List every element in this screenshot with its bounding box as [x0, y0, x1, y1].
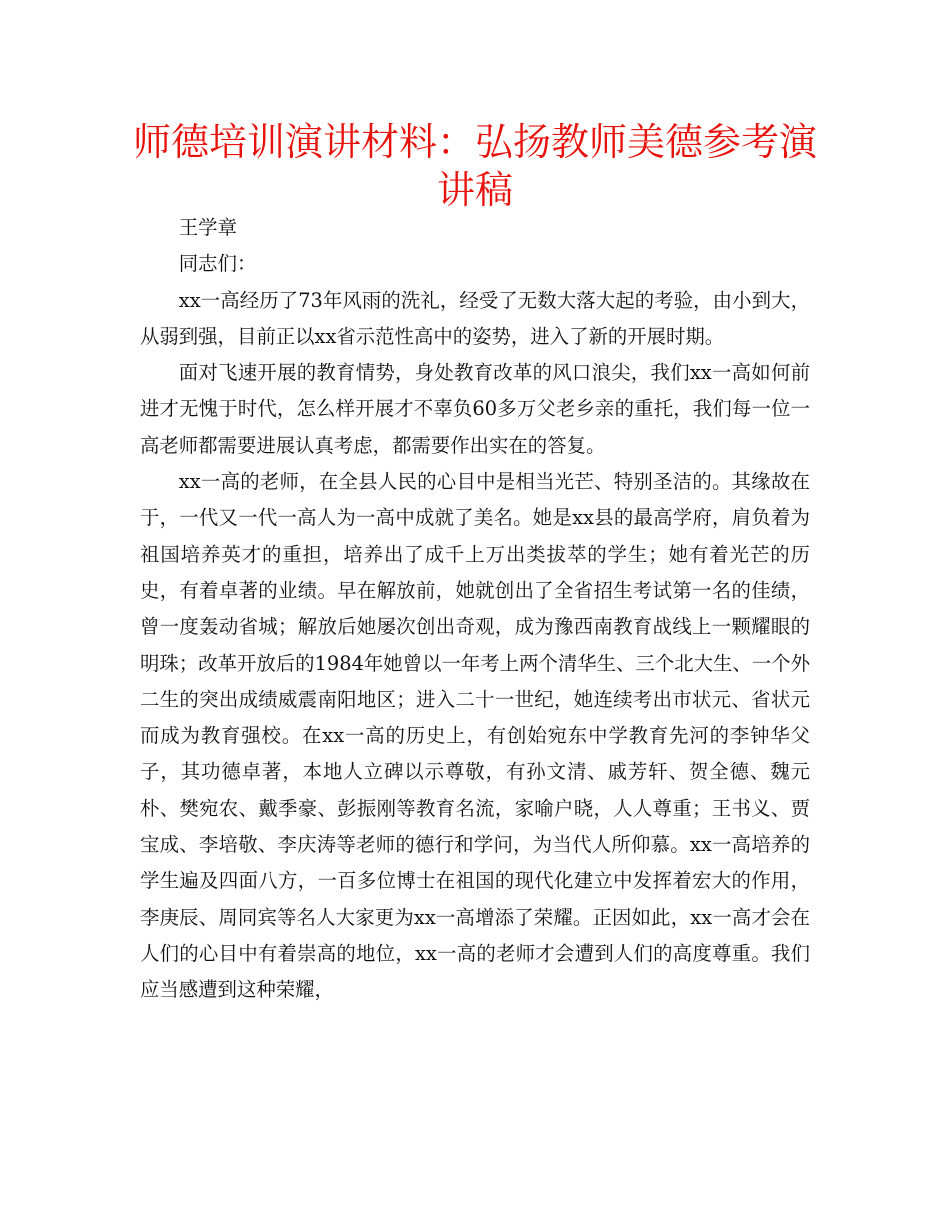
- paragraph-2: 面对飞速开展的教育情势，身处教育改革的风口浪尖，我们xx一高如何前进才无愧于时代，怎么样开展才不辜负60多万父老乡亲的重托，我们每一位一高老师都需要进展认真考虑，都需要作出实在的答复。: [140, 361, 810, 457]
- document-title: 师德培训演讲材料：弘扬教师美德参考演讲稿: [132, 120, 817, 212]
- document-body: [140, 210, 810, 1009]
- paragraph-3: xx一高的老师，在全县人民的心目中是相当光芒、特别圣洁的。其缘故在于，一代又一代一高人为一高中成就了美名。她是xx县的最高学府，肩负着为祖国培养英才的重担，培养出了成千上万出类拔萃的学生；她有着光芒的历史，有着卓著的业绩。早在解放前，她就创出了全省招生考试第一名的佳绩，曾一度轰动省城；解放后她屡次创出奇观，成为豫西南教育战线上一颗耀眼的明珠；改革开放后的1984年她曾以一年考上两个清华生、三个北大生、一个外二生的突出成绩威震南阳地区；进入二十一世纪，她连续考出市状元、省状元而成为教育强校。在xx一高的历史上，有创始宛东中学教育先河的李钟华父子，其功德卓著，本地人立碑以示尊敬，有孙文清、戚芳轩、贺全德、魏元朴、樊宛农、戴季豪、彭振刚等教育名流，家喻户晓，人人尊重；王书义、贾宝成、李培敬、李庆涛等老师的德行和学问，为当代人所仰慕。xx一高培养的学生遍及四面八方，一百多位博士在祖国的现代化建立中发挥着宏大的作用，李庚辰、周同宾等名人大家更为xx一高增添了荣耀。正因如此，xx一高才会在人们的心目中有着崇高的地位，xx一高的老师才会遭到人们的高度尊重。我们应当感遭到这种荣耀，: [140, 470, 810, 1002]
- paragraph-1: xx一高经历了73年风雨的洗礼，经受了无数大落大起的考验，由小到大，从弱到强，目前正以xx省示范性高中的姿势，进入了新的开展时期。: [140, 288, 810, 348]
- salutation-line: 同志们：: [178, 252, 257, 276]
- author-line: 王学章: [178, 216, 237, 239]
